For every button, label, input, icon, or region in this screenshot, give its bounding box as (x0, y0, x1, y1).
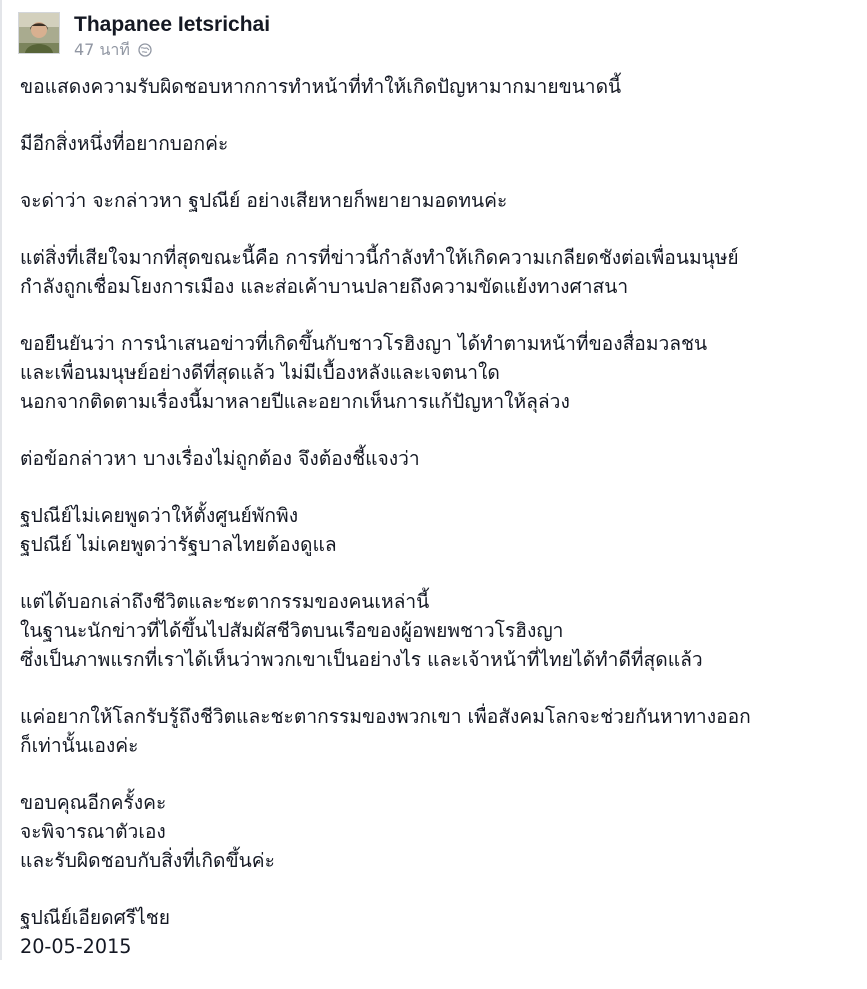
post-text-line: แต่ได้บอกเล่าถึงชีวิตและชะตากรรมของคนเหล่านี้ (20, 590, 430, 613)
post-timestamp[interactable]: 47 นาที (74, 40, 130, 59)
post-paragraph (20, 329, 860, 416)
post-text-line: ในฐานะนักข่าวที่ได้ขึ้นไปสัมผัสชีวิตบนเรือของผู้อพยพชาวโรฮิงญา (20, 619, 564, 642)
post-text-line: และรับผิดชอบกับสิ่งที่เกิดขึ้นค่ะ (20, 849, 275, 872)
post-text-line: ก็เท่านั้นเองค่ะ (20, 734, 139, 757)
post-paragraph (20, 587, 860, 674)
post-header (18, 12, 270, 60)
post-paragraph (20, 702, 860, 760)
post-text-line: ขอยืนยันว่า การนำเสนอข่าวที่เกิดขึ้นกับชาวโรฮิงญา ได้ทำตามหน้าที่ของสื่อมวลชน (20, 332, 708, 355)
post-text-line: แต่สิ่งที่เสียใจมากที่สุดขณะนี้คือ การที่ข่าวนี้กำลังทำให้เกิดความเกลียดชังต่อเพื่อนมนุษย์ (20, 246, 739, 269)
post-text-line: ขอแสดงความรับผิดชอบหากการทำหน้าที่ทำให้เกิดปัญหามากมายขนาดนี้ (20, 75, 622, 98)
post-paragraph (20, 129, 860, 158)
post-text-line: และเพื่อนมนุษย์อย่างดีที่สุดแล้ว ไม่มีเบื้องหลังและเจตนาใด (20, 361, 500, 384)
post-text-line: แค่อยากให้โลกรับรู้ถึงชีวิตและชะตากรรมของพวกเขา เพื่อสังคมโลกจะช่วยกันหาทางออก (20, 705, 751, 728)
post-text-line: จะพิจารณาตัวเอง (20, 820, 166, 843)
post-paragraph (20, 243, 860, 301)
timestamp-row (74, 42, 270, 58)
post-text-line: กำลังถูกเชื่อมโยงการเมือง และส่อเค้าบานปลายถึงความขัดแย้งทางศาสนา (20, 275, 629, 298)
globe-icon[interactable] (138, 43, 152, 57)
post-text-line: จะด่าว่า จะกล่าวหา ฐปณีย์ อย่างเสียหายก็พยายามอดทนค่ะ (20, 189, 508, 212)
post-text-line: ฐปณีย์ไม่เคยพูดว่าให้ตั้งศูนย์พักพิง (20, 504, 299, 527)
post-text-line: นอกจากติดตามเรื่องนี้มาหลายปีและอยากเห็นการแก้ปัญหาให้ลุล่วง (20, 390, 570, 413)
post-text-line: 20-05-2015 (20, 935, 132, 958)
avatar-image (19, 13, 59, 53)
post-text-line: ซึ่งเป็นภาพแรกที่เราได้เห็นว่าพวกเขาเป็นอย่างไร และเจ้าหน้าที่ไทยได้ทำดีที่สุดแล้ว (20, 648, 703, 671)
post-paragraph (20, 186, 860, 215)
post-text-line: ขอบคุณอีกครั้งคะ (20, 791, 167, 814)
post-paragraph (20, 903, 860, 961)
post-text-line: ฐปณีย์ ไม่เคยพูดว่ารัฐบาลไทยต้องดูแล (20, 533, 337, 556)
post-paragraph (20, 444, 860, 473)
post-text-line: มีอีกสิ่งหนึ่งที่อยากบอกค่ะ (20, 132, 229, 155)
post-text-line: ต่อข้อกล่าวหา บางเรื่องไม่ถูกต้อง จึงต้องชี้แจงว่า (20, 447, 420, 470)
post-paragraph (20, 72, 860, 101)
author-name[interactable]: Thapanee Ietsrichai (74, 13, 271, 36)
post-text-line: ฐปณีย์เอียดศรีไชย (20, 906, 170, 929)
post-paragraph (20, 501, 860, 559)
post-paragraph (20, 788, 860, 875)
post-body (20, 72, 860, 989)
post-meta (74, 12, 270, 58)
avatar[interactable] (18, 12, 60, 54)
